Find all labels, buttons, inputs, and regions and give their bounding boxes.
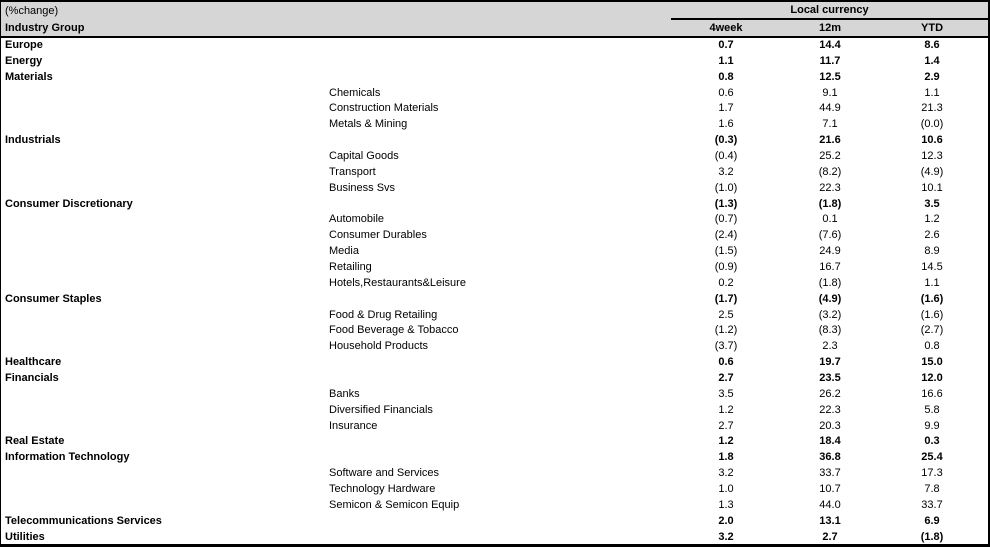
industry-subgroup-label: Chemicals (329, 86, 381, 99)
value-12m: 11.7 (819, 54, 841, 67)
industry-subgroup-label: Software and Services (329, 467, 440, 480)
value-ytd: 7.8 (924, 482, 940, 495)
value-12m: (8.3) (818, 324, 842, 337)
table-row (1, 69, 988, 85)
value-4week: 0.7 (718, 39, 734, 52)
industry-group-label: Financials (5, 371, 59, 384)
industry-group-label: Consumer Discretionary (5, 197, 133, 210)
value-12m: (4.9) (818, 292, 842, 305)
value-ytd: 2.9 (924, 70, 940, 83)
value-ytd: 12.3 (921, 149, 943, 162)
value-4week: 1.0 (718, 482, 734, 495)
table-header-row-columns (1, 19, 988, 37)
value-ytd: 8.9 (924, 245, 940, 258)
value-4week: 1.6 (718, 118, 734, 131)
value-ytd: (0.0) (920, 118, 944, 131)
value-12m: (1.8) (818, 276, 842, 289)
value-4week: (1.7) (714, 292, 738, 305)
value-12m: 44.0 (819, 498, 841, 511)
value-ytd: 8.6 (924, 39, 940, 52)
table-row (1, 402, 988, 418)
value-ytd: 15.0 (921, 356, 943, 369)
value-ytd: 17.3 (921, 467, 943, 480)
industry-subgroup-label: Technology Hardware (329, 482, 436, 495)
value-12m: 36.8 (819, 451, 841, 464)
value-ytd: 1.4 (924, 54, 940, 67)
table-body (1, 37, 988, 545)
value-12m: 16.7 (819, 260, 841, 273)
value-ytd: 10.1 (921, 181, 943, 194)
value-ytd: (1.6) (920, 292, 944, 305)
value-4week: 1.8 (718, 451, 734, 464)
value-ytd: 5.8 (924, 403, 940, 416)
industry-group-label: Industrials (5, 134, 61, 147)
value-ytd: 1.2 (924, 213, 940, 226)
value-ytd: 10.6 (921, 134, 943, 147)
table-row (1, 433, 988, 449)
table-row (1, 164, 988, 180)
value-12m: (3.2) (818, 308, 842, 321)
value-4week: (1.3) (714, 197, 738, 210)
table-row (1, 449, 988, 465)
value-12m: 22.3 (819, 181, 841, 194)
industry-subgroup-label: Business Svs (329, 181, 396, 194)
value-4week: 3.2 (718, 530, 734, 543)
value-12m: 7.1 (822, 118, 838, 131)
industry-subgroup-label: Media (329, 245, 359, 258)
value-12m: 2.3 (822, 340, 838, 353)
value-12m: 9.1 (822, 86, 838, 99)
table-row (1, 513, 988, 529)
table-row (1, 37, 988, 53)
value-12m: 19.7 (819, 356, 841, 369)
value-ytd: 2.6 (924, 229, 940, 242)
value-4week: 2.5 (718, 308, 734, 321)
value-4week: 0.2 (718, 276, 734, 289)
industry-subgroup-label: Household Products (329, 340, 429, 353)
value-4week: (0.3) (714, 134, 738, 147)
table-row (1, 243, 988, 259)
table-row (1, 196, 988, 212)
table-row (1, 418, 988, 434)
value-ytd: 16.6 (921, 387, 943, 400)
industry-group-column-header: Industry Group (1, 19, 671, 37)
value-ytd: 21.3 (921, 102, 943, 115)
value-12m: 24.9 (819, 245, 841, 258)
industry-group-label: Healthcare (5, 356, 62, 369)
value-ytd: 9.9 (924, 419, 940, 432)
col-ytd-header: YTD (885, 19, 988, 37)
value-4week: 3.2 (718, 467, 734, 480)
value-4week: 2.0 (718, 514, 734, 527)
value-4week: (0.7) (714, 213, 738, 226)
table-row (1, 386, 988, 402)
value-12m: 14.4 (819, 39, 841, 52)
table-row (1, 338, 988, 354)
value-ytd: 6.9 (924, 514, 940, 527)
industry-group-label: Consumer Staples (5, 292, 102, 305)
table-row (1, 370, 988, 386)
industry-group-label: Europe (5, 39, 43, 52)
industry-subgroup-label: Consumer Durables (329, 229, 427, 242)
industry-subgroup-label: Automobile (329, 213, 385, 226)
value-12m: 12.5 (819, 70, 841, 83)
value-4week: (0.4) (714, 149, 738, 162)
value-ytd: (2.7) (920, 324, 944, 337)
industry-subgroup-label: Capital Goods (329, 149, 399, 162)
industry-subgroup-label: Transport (329, 165, 376, 178)
value-ytd: 12.0 (921, 371, 943, 384)
industry-subgroup-label: Hotels,Restaurants&Leisure (329, 276, 466, 289)
value-4week: 1.3 (718, 498, 734, 511)
industry-subgroup-label: Metals & Mining (329, 118, 408, 131)
table-row (1, 322, 988, 338)
value-12m: 26.2 (819, 387, 841, 400)
value-4week: 2.7 (718, 419, 734, 432)
industry-group-label: Materials (5, 70, 53, 83)
value-12m: 10.7 (819, 482, 841, 495)
table-row (1, 100, 988, 116)
value-ytd: 14.5 (921, 260, 943, 273)
value-ytd: 1.1 (924, 86, 940, 99)
table-row (1, 227, 988, 243)
value-12m: 2.7 (822, 530, 838, 543)
industry-performance-table (1, 2, 988, 545)
value-4week: 1.1 (718, 54, 734, 67)
value-4week: (2.4) (714, 229, 738, 242)
table-header-row-top (1, 2, 988, 19)
value-4week: 0.6 (718, 356, 734, 369)
industry-subgroup-label: Construction Materials (329, 102, 439, 115)
table-row (1, 259, 988, 275)
table-row (1, 211, 988, 227)
value-12m: 44.9 (819, 102, 841, 115)
local-currency-header: Local currency (671, 2, 988, 19)
col-4week-header: 4week (671, 19, 781, 37)
table-row (1, 354, 988, 370)
value-4week: 0.6 (718, 86, 734, 99)
value-12m: 13.1 (819, 514, 841, 527)
col-12m-header: 12m (781, 19, 885, 37)
value-4week: 3.5 (718, 387, 734, 400)
table-row (1, 148, 988, 164)
value-12m: (1.8) (818, 197, 842, 210)
value-4week: 1.7 (718, 102, 734, 115)
value-ytd: 33.7 (921, 498, 943, 511)
value-4week: (1.5) (714, 245, 738, 258)
value-4week: 0.8 (718, 70, 734, 83)
value-ytd: 0.8 (924, 340, 940, 353)
pct-change-label: (%change) (1, 2, 671, 19)
industry-subgroup-label: Diversified Financials (329, 403, 433, 416)
value-4week: (0.9) (714, 260, 738, 273)
value-4week: 1.2 (718, 435, 734, 448)
value-4week: (3.7) (714, 340, 738, 353)
table-row (1, 465, 988, 481)
value-12m: 22.3 (819, 403, 841, 416)
value-12m: 20.3 (819, 419, 841, 432)
value-12m: 18.4 (819, 435, 841, 448)
table-row (1, 529, 988, 545)
value-12m: 23.5 (819, 371, 841, 384)
value-4week: (1.0) (714, 181, 738, 194)
industry-subgroup-label: Banks (329, 387, 360, 400)
industry-group-label: Energy (5, 54, 43, 67)
table-row (1, 180, 988, 196)
table-row (1, 481, 988, 497)
industry-subgroup-label: Retailing (329, 260, 372, 273)
value-4week: 1.2 (718, 403, 734, 416)
industry-group-label: Utilities (5, 530, 45, 543)
value-ytd: 1.1 (924, 276, 940, 289)
table-row (1, 275, 988, 291)
industry-subgroup-label: Semicon & Semicon Equip (329, 498, 460, 511)
table-row (1, 116, 988, 132)
value-ytd: (1.8) (920, 530, 944, 543)
value-ytd: (4.9) (920, 165, 944, 178)
value-4week: 3.2 (718, 165, 734, 178)
industry-group-label: Telecommunications Services (5, 514, 162, 527)
value-12m: (7.6) (818, 229, 842, 242)
industry-subgroup-label: Insurance (329, 419, 378, 432)
value-12m: (8.2) (818, 165, 842, 178)
table-row (1, 291, 988, 307)
industry-group-label: Real Estate (5, 435, 65, 448)
table-row (1, 132, 988, 148)
value-ytd: 0.3 (924, 435, 940, 448)
value-12m: 25.2 (819, 149, 841, 162)
value-4week: 2.7 (718, 371, 734, 384)
table-row (1, 307, 988, 323)
value-ytd: 3.5 (924, 197, 940, 210)
value-4week: (1.2) (714, 324, 738, 337)
table-row (1, 53, 988, 69)
value-12m: 33.7 (819, 467, 841, 480)
value-ytd: (1.6) (920, 308, 944, 321)
industry-group-label: Information Technology (5, 451, 130, 464)
table-row (1, 497, 988, 513)
value-12m: 0.1 (822, 213, 838, 226)
value-ytd: 25.4 (921, 451, 943, 464)
value-12m: 21.6 (819, 134, 841, 147)
industry-subgroup-label: Food Beverage & Tobacco (329, 324, 459, 337)
industry-subgroup-label: Food & Drug Retailing (329, 308, 438, 321)
table-row (1, 85, 988, 101)
